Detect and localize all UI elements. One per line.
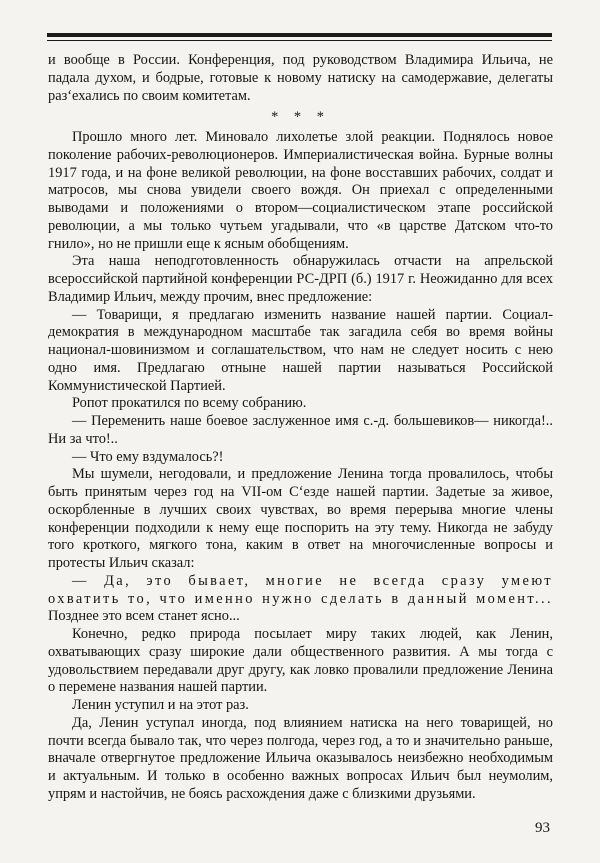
page-number: 93 bbox=[535, 820, 550, 836]
paragraph: Конечно, редко природа посылает миру таких людей, как Ленин, охватывающих сразу широкие дали общественного развития. А мы тогда с удовольствием передавали друг другу, как ловко провалили предложение Ленина о перемене названия нашей партии. bbox=[48, 626, 553, 696]
top-rule-thin bbox=[47, 40, 552, 41]
paragraph-quote: — Товарищи, я предлагаю изменить название нашей партии. Социал-демократия в международном масштабе так загадила себя во время войны национал-шовинизмом и соглашательством, что нам не следует носить с нею одно имя. Предлагаю отныне нашей партии называться Российской Коммунистической Партией. bbox=[48, 306, 553, 394]
emphasized-quote: — Да, это бывает, многие не всегда сразу умеют охватить то, что именно нужно сделать в данный момент... bbox=[48, 572, 553, 607]
paragraph: Мы шумели, негодовали, и предложение Ленина тогда провалилось, чтобы быть принятым через год на VII-ом С‘езде нашей партии. Задетые за живое, оскорбленные в лучших своих чувствах, во время перерыва многие члены конференции подходили к нему еще поспорить на эту тему. Никогда не забуду того кроткого, мягкого тона, каким в ответ на многочисленные вопросы и протесты Ильич сказал: bbox=[48, 466, 553, 571]
paragraph-quote: — Переменить наше боевое заслуженное имя с.-д. большевиков— никогда!.. Ни за что!.. bbox=[48, 413, 553, 447]
paragraph-quote: — Что ему вздумалось?! bbox=[72, 448, 224, 465]
quote-tail: Позднее это всем станет ясно... bbox=[48, 608, 240, 625]
paragraph: Да, Ленин уступал иногда, под влиянием натиска на него товарищей, но почти всегда бывало так, что через полгода, через год, а то и значительно раньше, вначале отвергнутое предложение Ильича оказывалось неизбежно необходимым и актуальным. И только в особенно важных вопросах Ильич был неумолим, упрям и настойчив, не боясь расхождения даже с близкими друзьями. bbox=[48, 714, 553, 802]
paragraph-continuation: и вообще в России. Конференция, под руководством Владимира Ильича, не падала духом, и бодрые, готовые к новому натиску на самодержавие, делегаты раз‘ехались по своим комитетам. bbox=[48, 52, 553, 104]
section-separator: * * * bbox=[271, 109, 330, 126]
paragraph: Эта наша неподготовленность обнаружилась отчасти на апрельской всероссийской партийной конференции РС-ДРП (б.) 1917 г. Неожиданно для всех Владимир Ильич, между прочим, внес предложение: bbox=[48, 253, 553, 305]
paragraph: Прошло много лет. Миновало лихолетье злой реакции. Поднялось новое поколение рабочих-революционеров. Империалистическая война. Бурные волны 1917 года, и на фоне великой революции, на фоне восставших рабочих, солдат и матросов, мы снова увидели своего вождя. Он приехал с определенными выводами и положениями о втором—социалистическом этапе российской революции, а мы только чутьем угадывали, что «в царстве Датском что-то гнило», но не пришли еще к ясным обобщениям. bbox=[48, 129, 553, 252]
paragraph: Ропот прокатился по всему собранию. bbox=[72, 395, 307, 412]
paragraph: Ленин уступил и на этот раз. bbox=[72, 697, 249, 713]
paragraph-quote bbox=[48, 573, 553, 626]
page-body bbox=[48, 52, 553, 804]
top-rule-thick bbox=[47, 33, 552, 37]
